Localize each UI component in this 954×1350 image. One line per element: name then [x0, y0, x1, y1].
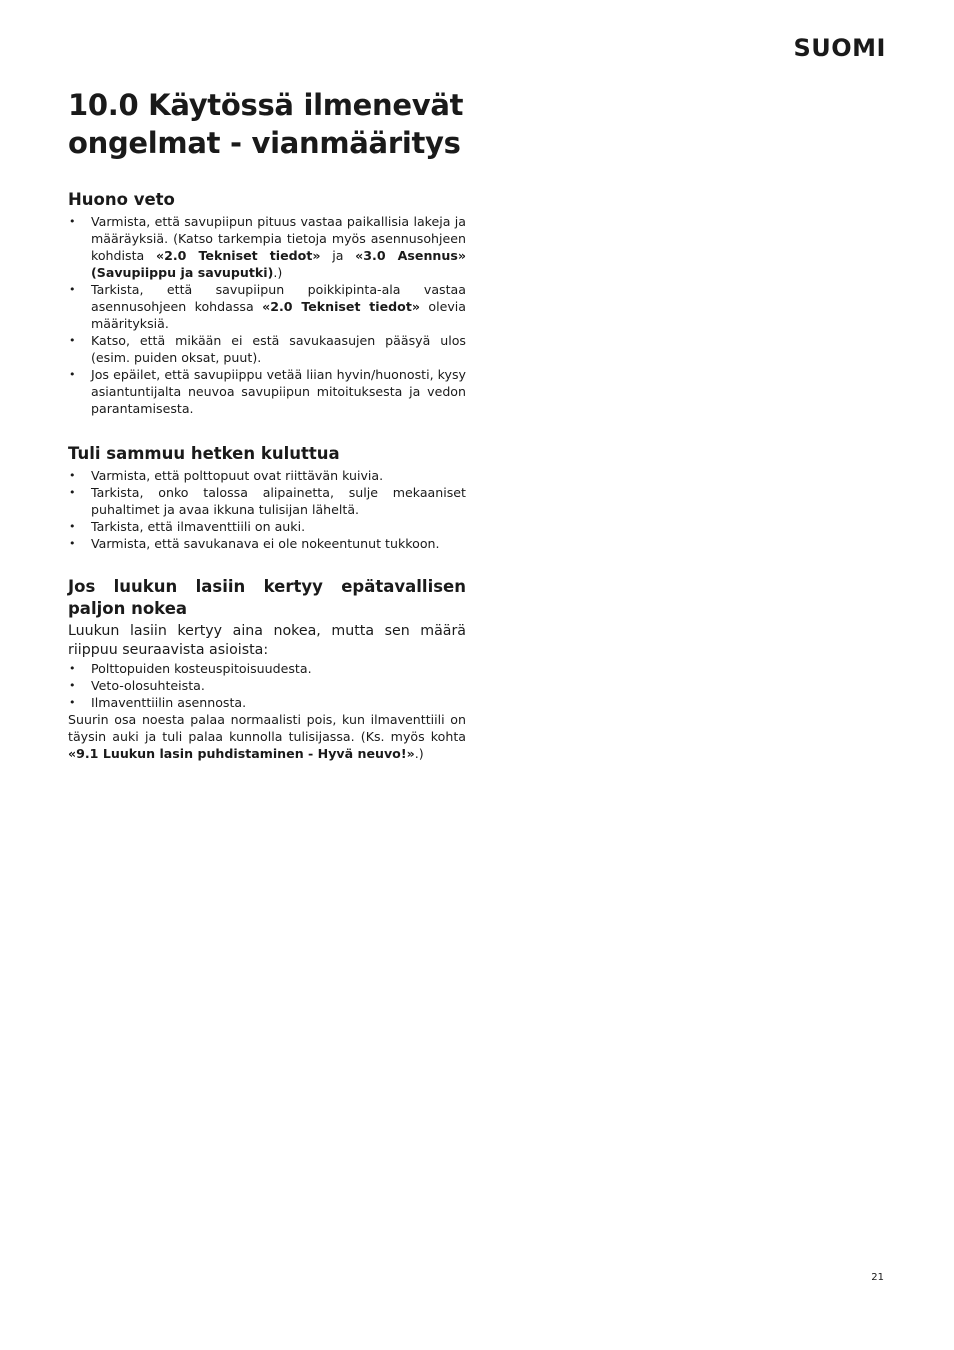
- section-tuli-sammuu: [68, 443, 466, 552]
- list-item: • Varmista, että savupiipun pituus vastaa paikallisia lakeja ja määräyksiä. (Katso tarkempia tietoja myös asennusohjeen kohdista «2.0 Tekniset tiedot» ja «3.0 Asennus» (Savupiippu ja savuputki).): [68, 213, 466, 281]
- page-title: 10.0 Käytössä ilmenevät ongelmat - vianmääritys: [68, 88, 464, 160]
- list-item: • Ilmaventtiilin asennosta.: [68, 694, 466, 711]
- list-item: • Veto-olosuhteista.: [68, 677, 466, 694]
- section-noki-lasissa: [68, 576, 466, 762]
- list-item: • Polttopuiden kosteuspitoisuudesta.: [68, 660, 466, 677]
- bullet-list: [68, 660, 466, 711]
- list-item: • Katso, että mikään ei estä savukaasujen pääsyä ulos (esim. puiden oksat, puut).: [68, 332, 466, 366]
- list-item: • Varmista, että polttopuut ovat riittävän kuivia.: [68, 467, 466, 484]
- bullet-list: [68, 213, 466, 417]
- section-heading: Jos luukun lasiin kertyy epätavallisen paljon nokea: [68, 577, 466, 618]
- list-item: • Tarkista, onko talossa alipainetta, sulje mekaaniset puhaltimet ja avaa ikkuna tulisijan läheltä.: [68, 484, 466, 518]
- section-outro: Suurin osa noesta palaa normaalisti pois, kun ilmaventtiili on täysin auki ja tuli palaa kunnolla tulisijassa. (Ks. myös kohta «9.1 Luukun lasin puhdistaminen - Hyvä neuvo!».): [68, 712, 466, 761]
- section-heading: Tuli sammuu hetken kuluttua: [68, 444, 340, 463]
- main-content: [68, 86, 466, 762]
- list-item: • Varmista, että savukanava ei ole nokeentunut tukkoon.: [68, 535, 466, 552]
- section-intro: Luukun lasiin kertyy aina nokea, mutta sen määrä riippuu seuraavista asioista:: [68, 623, 466, 658]
- bullet-list: [68, 467, 466, 552]
- section-huono-veto: [68, 189, 466, 417]
- list-item: • Tarkista, että ilmaventtiili on auki.: [68, 518, 466, 535]
- page-number: 21: [871, 1272, 884, 1283]
- language-label: SUOMI: [793, 34, 886, 62]
- section-heading: Huono veto: [68, 190, 175, 209]
- list-item: • Tarkista, että savupiipun poikkipinta-ala vastaa asennusohjeen kohdassa «2.0 Tekniset tiedot» olevia määrityksiä.: [68, 281, 466, 332]
- list-item: • Jos epäilet, että savupiippu vetää liian hyvin/huonosti, kysy asiantuntijalta neuvoa savupiipun mitoituksesta ja vedon parantamisesta.: [68, 366, 466, 417]
